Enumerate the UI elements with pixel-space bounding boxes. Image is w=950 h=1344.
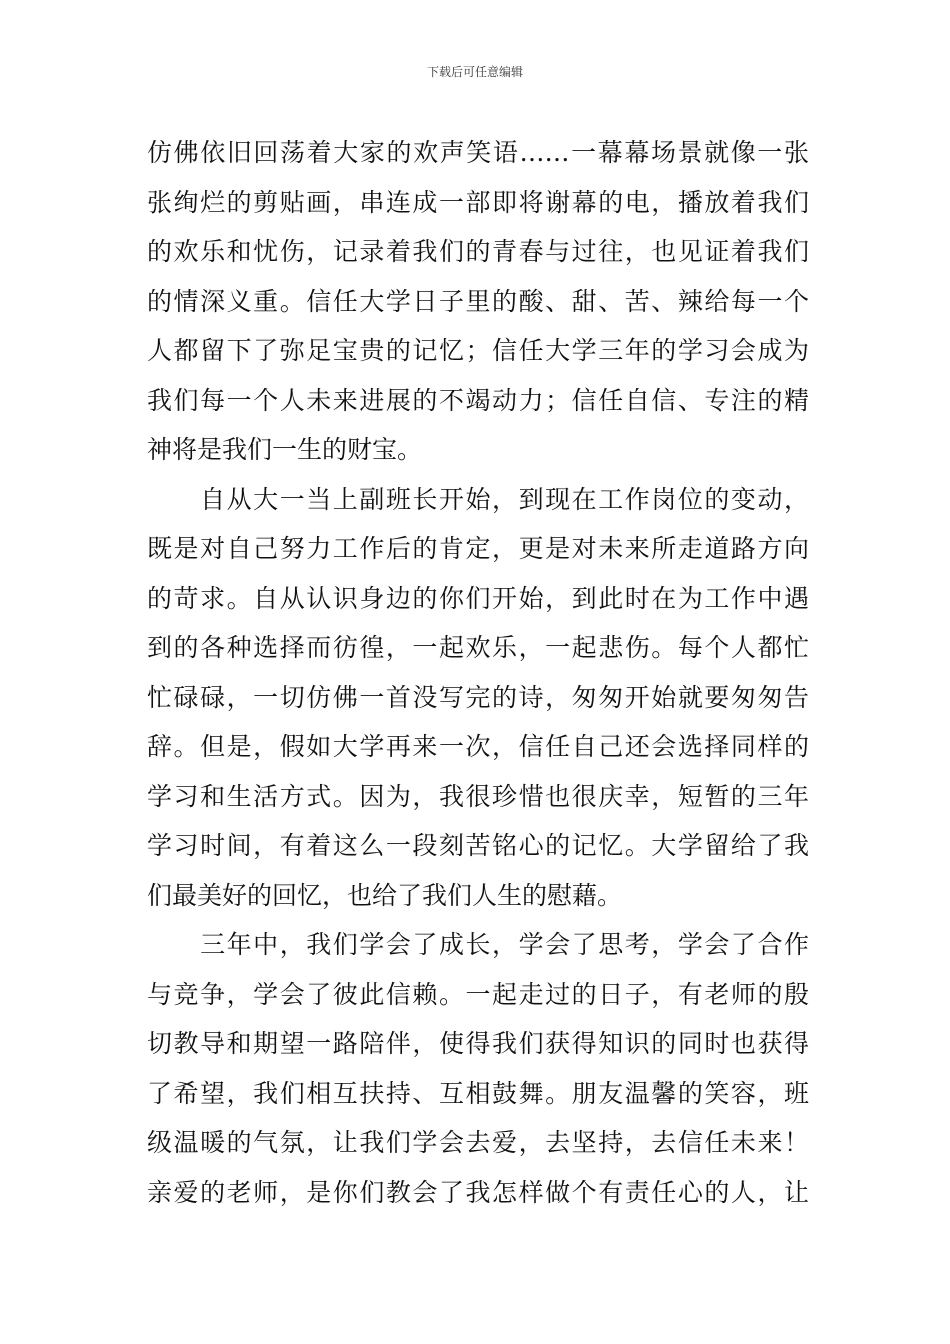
text-line: 亲爱的老师，是你们教会了我怎样做个有责任心的人，让 [147,1177,809,1207]
text-line: 我们每一个人未来进展的不竭动力；信任自信、专注的精 [147,385,809,415]
text-line: 的苛求。自从认识身边的你们开始，到此时在为工作中遇 [147,583,809,613]
text-line: 神将是我们一生的财宝。 [147,435,423,464]
text-line: 既是对自己努力工作后的肯定，更是对未来所走道路方向 [147,534,809,563]
text-line: 级温暖的气氛，让我们学会去爱，去坚持，去信任未来！ [147,1128,809,1157]
page-header: 下载后可任意编辑 [426,65,523,79]
text-line: 自从大一当上副班长开始，到现在工作岗位的变动， [147,484,809,514]
text-line: 三年中，我们学会了成长，学会了思考，学会了合作 [147,930,809,959]
text-line: 仿佛依旧回荡着大家的欢声笑语……一幕幕场景就像一张 [147,138,809,167]
document-body [147,128,809,1217]
text-line: 学习时间，有着这么一段刻苦铭心的记忆。大学留给了我 [147,831,809,860]
text-line: 忙碌碌，一切仿佛一首没写完的诗，匆匆开始就要匆匆告 [147,682,809,712]
text-line: 的情深义重。信任大学日子里的酸、甜、苦、辣给每一个 [147,286,809,316]
text-line: 与竞争，学会了彼此信赖。一起走过的日子，有老师的殷 [147,979,809,1009]
text-line: 们最美好的回忆，也给了我们人生的慰藉。 [147,880,623,910]
text-line: 张绚烂的剪贴画，串连成一部即将谢幕的电，播放着我们 [147,187,809,217]
text-line: 了希望，我们相互扶持、互相鼓舞。朋友温馨的笑容，班 [147,1078,809,1108]
text-line: 学习和生活方式。因为，我很珍惜也很庆幸，短暂的三年 [147,781,809,811]
text-line: 人都留下了弥足宝贵的记忆；信任大学三年的学习会成为 [147,336,809,365]
text-line: 切教导和期望一路陪伴，使得我们获得知识的同时也获得 [147,1029,809,1058]
text-line: 的欢乐和忧伤，记录着我们的青春与过往，也见证着我们 [147,237,809,266]
text-line: 辞。但是，假如大学再来一次，信任自己还会选择同样的 [147,732,809,761]
text-line: 到的各种选择而彷徨，一起欢乐，一起悲伤。每个人都忙 [147,633,809,662]
